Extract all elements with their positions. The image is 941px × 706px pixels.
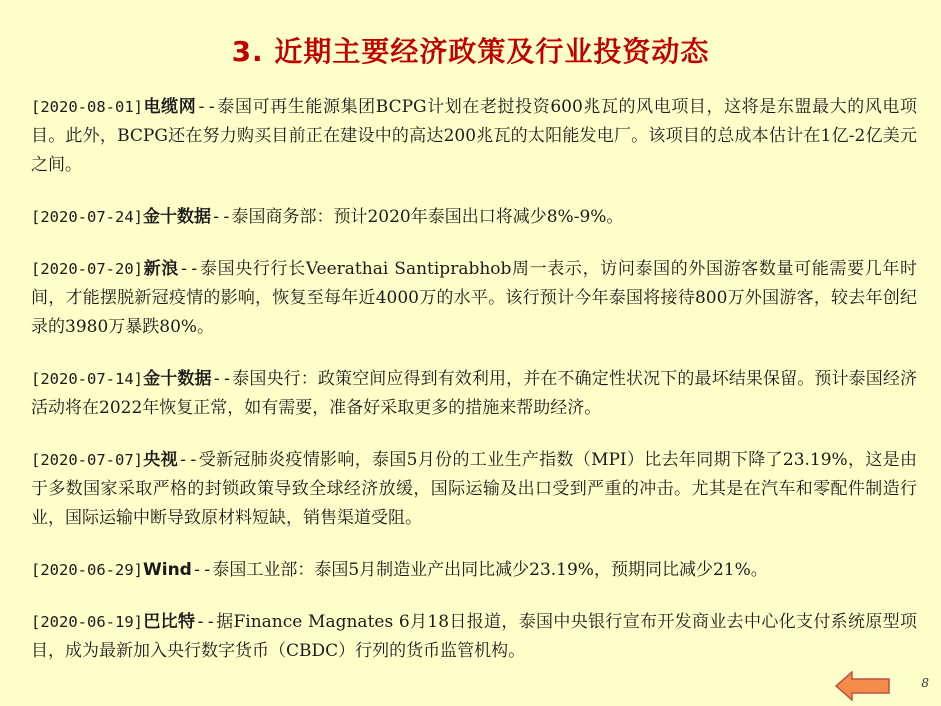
news-date: [2020-07-07] [31,451,143,469]
news-text: 据Finance Magnates 6月18日报道，泰国中央银行宣布开发商业去中心化支付系统原型项目，成为最新加入央行数字货币（CBDC）行列的货币监管机构。 [31,612,918,661]
news-item [31,93,917,180]
news-source: 央视 [142,450,178,470]
news-separator: -- [196,97,217,117]
news-date: [2020-07-20] [31,260,143,278]
page-number: 8 [921,676,929,690]
news-date: [2020-07-14] [31,370,143,388]
news-text: 泰国央行：政策空间应得到有效利用，并在不确定性状况下的最坏结果保留。预计泰国经济活动将在2022年恢复正常，如有需要，准备好采取更多的措施来帮助经济。 [31,369,918,418]
news-separator: -- [195,612,216,632]
news-separator: -- [191,560,213,580]
news-text: 泰国央行行长Veerathai Santiprabhob周一表示，访问泰国的外国游客数量可能需要几年时间，才能摆脱新冠疫情的影响，恢复至每年近4000万的水平。该行预计今年泰国将接待800万外国游客，较去年创纪录的3980万暴跌80%。 [31,259,917,337]
news-separator: -- [210,207,232,227]
news-source: Wind [142,560,192,580]
news-text: 泰国工业部：泰国5月制造业产出同比减少23.19%，预期同比减少21%。 [212,560,768,580]
news-text: 泰国可再生能源集团BCPG计划在老挝投资600兆瓦的风电项目，这将是东盟最大的风电项目。此外，BCPG还在努力购买目前正在建设中的高达200兆瓦的太阳能发电厂。该项目的总成本估计在1亿-2亿美元之间。 [31,97,918,175]
back-button[interactable] [835,671,891,701]
news-date: [2020-08-01] [31,98,143,116]
left-arrow-icon [835,671,891,701]
news-source: 金十数据 [142,369,212,389]
news-date: [2020-06-19] [31,613,143,631]
news-separator: -- [177,450,199,470]
news-item [31,446,917,533]
news-item [31,608,917,666]
news-source: 金十数据 [142,207,211,227]
news-source: 新浪 [142,259,179,279]
news-text: 泰国商务部：预计2020年泰国出口将减少8%-9%。 [231,207,624,227]
news-list [31,93,917,689]
news-date: [2020-07-24] [31,208,143,226]
news-text: 受新冠肺炎疫情影响，泰国5月份的工业生产指数（MPI）比去年同期下降了23.19%，这是由于多数国家采取严格的封锁政策导致全球经济放缓，国际运输及出口受到严重的冲击。尤其是在汽车和零配件制造行业，国际运输中断导致原材料短缺，销售渠道受阻。 [31,450,918,528]
news-item [31,203,917,232]
page-title: 3. 近期主要经济政策及行业投资动态 [231,35,710,68]
news-source: 巴比特 [142,612,196,632]
news-separator: -- [178,259,200,279]
news-item [31,556,917,585]
news-item [31,365,917,423]
news-separator: -- [211,369,233,389]
news-item [31,255,917,342]
news-date: [2020-06-29] [31,561,143,579]
news-source: 电缆网 [142,97,197,117]
